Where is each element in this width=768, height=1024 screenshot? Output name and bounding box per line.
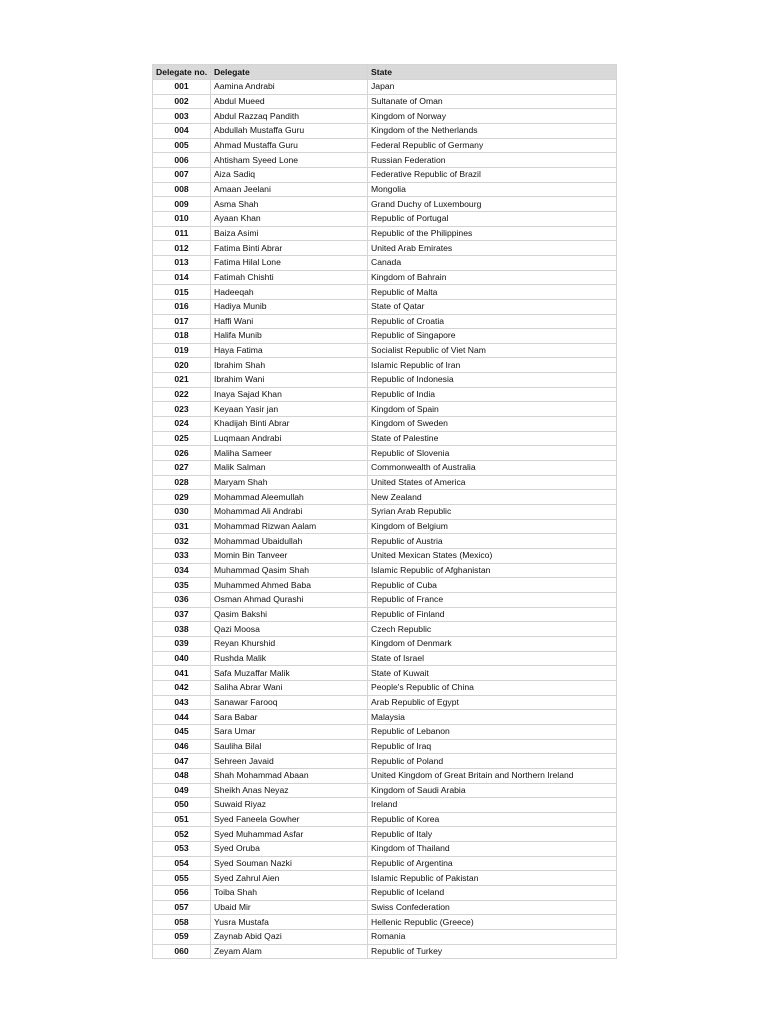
delegate-name-cell: Reyan Khurshid [211, 636, 368, 651]
delegate-name-cell: Safa Muzaffar Malik [211, 666, 368, 681]
state-cell: Romania [368, 930, 617, 945]
state-cell: Russian Federation [368, 153, 617, 168]
delegate-number-cell: 013 [153, 255, 211, 270]
table-row [153, 827, 617, 842]
delegate-number-cell: 010 [153, 211, 211, 226]
table-row [153, 417, 617, 432]
delegate-number-cell: 037 [153, 607, 211, 622]
state-cell: Kingdom of the Netherlands [368, 123, 617, 138]
state-cell: New Zealand [368, 490, 617, 505]
state-cell: United Arab Emirates [368, 241, 617, 256]
delegate-name-cell: Ibrahim Wani [211, 373, 368, 388]
delegate-number-cell: 011 [153, 226, 211, 241]
delegate-number-cell: 060 [153, 944, 211, 959]
delegate-number-cell: 031 [153, 519, 211, 534]
delegate-number-cell: 030 [153, 505, 211, 520]
delegate-number-cell: 055 [153, 871, 211, 886]
table-row [153, 314, 617, 329]
delegate-name-cell: Baiza Asimi [211, 226, 368, 241]
table-row [153, 402, 617, 417]
state-cell: Canada [368, 255, 617, 270]
state-cell: Republic of Malta [368, 285, 617, 300]
state-cell: State of Palestine [368, 431, 617, 446]
state-cell: Kingdom of Norway [368, 109, 617, 124]
state-cell: Kingdom of Thailand [368, 842, 617, 857]
delegate-name-cell: Asma Shah [211, 197, 368, 212]
delegate-name-cell: Fatimah Chishti [211, 270, 368, 285]
table-row [153, 461, 617, 476]
table-row [153, 666, 617, 681]
state-cell: State of Israel [368, 651, 617, 666]
delegate-name-cell: Haya Fatima [211, 343, 368, 358]
table-row [153, 109, 617, 124]
state-cell: Czech Republic [368, 622, 617, 637]
delegate-name-cell: Muhammad Qasim Shah [211, 563, 368, 578]
delegate-name-cell: Sanawar Farooq [211, 695, 368, 710]
state-cell: Islamic Republic of Iran [368, 358, 617, 373]
delegate-name-cell: Saliha Abrar Wani [211, 680, 368, 695]
state-cell: People's Republic of China [368, 680, 617, 695]
table-row [153, 255, 617, 270]
table-row [153, 768, 617, 783]
delegate-name-cell: Yusra Mustafa [211, 915, 368, 930]
delegate-number-cell: 019 [153, 343, 211, 358]
delegate-number-cell: 038 [153, 622, 211, 637]
delegate-name-cell: Mohammad Rizwan Aalam [211, 519, 368, 534]
delegate-number-cell: 035 [153, 578, 211, 593]
delegate-number-cell: 053 [153, 842, 211, 857]
table-row [153, 695, 617, 710]
state-cell: Grand Duchy of Luxembourg [368, 197, 617, 212]
state-cell: Swiss Confederation [368, 900, 617, 915]
table-row [153, 153, 617, 168]
table-row [153, 710, 617, 725]
delegate-name-cell: Toiba Shah [211, 886, 368, 901]
delegate-number-cell: 021 [153, 373, 211, 388]
table-row [153, 871, 617, 886]
delegate-name-cell: Aiza Sadiq [211, 167, 368, 182]
table-row [153, 856, 617, 871]
delegate-number-cell: 028 [153, 475, 211, 490]
delegate-number-cell: 047 [153, 754, 211, 769]
state-cell: United States of America [368, 475, 617, 490]
state-cell: State of Qatar [368, 299, 617, 314]
table-row [153, 886, 617, 901]
state-cell: Republic of Portugal [368, 211, 617, 226]
delegate-table [152, 64, 617, 959]
state-cell: Islamic Republic of Afghanistan [368, 563, 617, 578]
state-cell: Republic of Turkey [368, 944, 617, 959]
delegate-number-cell: 048 [153, 768, 211, 783]
delegate-name-cell: Amaan Jeelani [211, 182, 368, 197]
table-row [153, 519, 617, 534]
delegate-number-cell: 056 [153, 886, 211, 901]
delegate-name-cell: Fatima Hilal Lone [211, 255, 368, 270]
delegate-number-cell: 044 [153, 710, 211, 725]
table-row [153, 842, 617, 857]
state-cell: Hellenic Republic (Greece) [368, 915, 617, 930]
delegate-number-cell: 041 [153, 666, 211, 681]
table-body [153, 80, 617, 959]
delegate-number-cell: 022 [153, 387, 211, 402]
state-cell: Kingdom of Denmark [368, 636, 617, 651]
delegate-number-cell: 026 [153, 446, 211, 461]
state-cell: Republic of France [368, 592, 617, 607]
table-row [153, 358, 617, 373]
table-row [153, 505, 617, 520]
delegate-name-cell: Abdullah Mustaffa Guru [211, 123, 368, 138]
table-row [153, 138, 617, 153]
state-cell: Republic of Lebanon [368, 724, 617, 739]
delegate-number-cell: 042 [153, 680, 211, 695]
delegate-number-cell: 016 [153, 299, 211, 314]
delegate-name-cell: Abdul Mueed [211, 94, 368, 109]
state-cell: Federal Republic of Germany [368, 138, 617, 153]
delegate-name-cell: Shah Mohammad Abaan [211, 768, 368, 783]
state-cell: State of Kuwait [368, 666, 617, 681]
table-row [153, 329, 617, 344]
delegate-name-cell: Ayaan Khan [211, 211, 368, 226]
delegate-number-cell: 018 [153, 329, 211, 344]
delegate-name-cell: Luqmaan Andrabi [211, 431, 368, 446]
table-row [153, 739, 617, 754]
state-cell: Republic of Indonesia [368, 373, 617, 388]
delegate-number-cell: 014 [153, 270, 211, 285]
delegate-name-cell: Maryam Shah [211, 475, 368, 490]
state-cell: Republic of Iceland [368, 886, 617, 901]
state-cell: Republic of Cuba [368, 578, 617, 593]
table-row [153, 622, 617, 637]
table-row [153, 123, 617, 138]
delegate-table-container [152, 64, 616, 959]
delegate-number-cell: 057 [153, 900, 211, 915]
state-cell: Republic of Finland [368, 607, 617, 622]
delegate-number-cell: 017 [153, 314, 211, 329]
state-cell: Islamic Republic of Pakistan [368, 871, 617, 886]
table-row [153, 343, 617, 358]
delegate-number-cell: 024 [153, 417, 211, 432]
table-row [153, 446, 617, 461]
delegate-number-cell: 001 [153, 80, 211, 95]
state-cell: Commonwealth of Australia [368, 461, 617, 476]
table-row [153, 490, 617, 505]
delegate-name-cell: Sara Umar [211, 724, 368, 739]
delegate-name-cell: Sehreen Javaid [211, 754, 368, 769]
header-delegate-no: Delegate no. [153, 65, 211, 80]
state-cell: Malaysia [368, 710, 617, 725]
state-cell: Republic of India [368, 387, 617, 402]
state-cell: Republic of Argentina [368, 856, 617, 871]
delegate-number-cell: 040 [153, 651, 211, 666]
table-row [153, 182, 617, 197]
delegate-number-cell: 054 [153, 856, 211, 871]
state-cell: Republic of the Philippines [368, 226, 617, 241]
state-cell: United Kingdom of Great Britain and Northern Ireland [368, 768, 617, 783]
delegate-name-cell: Malik Salman [211, 461, 368, 476]
delegate-number-cell: 036 [153, 592, 211, 607]
state-cell: Mongolia [368, 182, 617, 197]
delegate-name-cell: Ahmad Mustaffa Guru [211, 138, 368, 153]
delegate-number-cell: 046 [153, 739, 211, 754]
table-row [153, 754, 617, 769]
state-cell: Republic of Austria [368, 534, 617, 549]
delegate-name-cell: Haffi Wani [211, 314, 368, 329]
table-row [153, 226, 617, 241]
state-cell: United Mexican States (Mexico) [368, 549, 617, 564]
table-row [153, 651, 617, 666]
table-header-row [153, 65, 617, 80]
state-cell: Republic of Croatia [368, 314, 617, 329]
state-cell: Republic of Slovenia [368, 446, 617, 461]
state-cell: Federative Republic of Brazil [368, 167, 617, 182]
delegate-name-cell: Syed Faneela Gowher [211, 812, 368, 827]
table-row [153, 475, 617, 490]
delegate-name-cell: Sauliha Bilal [211, 739, 368, 754]
table-row [153, 915, 617, 930]
delegate-number-cell: 004 [153, 123, 211, 138]
delegate-number-cell: 015 [153, 285, 211, 300]
state-cell: Republic of Italy [368, 827, 617, 842]
table-row [153, 167, 617, 182]
table-row [153, 299, 617, 314]
delegate-number-cell: 045 [153, 724, 211, 739]
delegate-number-cell: 002 [153, 94, 211, 109]
table-row [153, 930, 617, 945]
table-row [153, 241, 617, 256]
delegate-number-cell: 009 [153, 197, 211, 212]
delegate-number-cell: 007 [153, 167, 211, 182]
delegate-number-cell: 003 [153, 109, 211, 124]
state-cell: Republic of Poland [368, 754, 617, 769]
delegate-number-cell: 012 [153, 241, 211, 256]
state-cell: Japan [368, 80, 617, 95]
state-cell: Arab Republic of Egypt [368, 695, 617, 710]
state-cell: Republic of Singapore [368, 329, 617, 344]
state-cell: Ireland [368, 798, 617, 813]
table-row [153, 900, 617, 915]
table-row [153, 197, 617, 212]
table-row [153, 373, 617, 388]
table-row [153, 607, 617, 622]
delegate-name-cell: Hadiya Munib [211, 299, 368, 314]
delegate-name-cell: Khadijah Binti Abrar [211, 417, 368, 432]
delegate-name-cell: Halifa Munib [211, 329, 368, 344]
header-state: State [368, 65, 617, 80]
delegate-number-cell: 058 [153, 915, 211, 930]
state-cell: Republic of Iraq [368, 739, 617, 754]
state-cell: Syrian Arab Republic [368, 505, 617, 520]
state-cell: Republic of Korea [368, 812, 617, 827]
delegate-name-cell: Rushda Malik [211, 651, 368, 666]
delegate-number-cell: 005 [153, 138, 211, 153]
table-row [153, 578, 617, 593]
table-row [153, 724, 617, 739]
delegate-number-cell: 025 [153, 431, 211, 446]
delegate-name-cell: Syed Muhammad Asfar [211, 827, 368, 842]
table-row [153, 563, 617, 578]
table-row [153, 94, 617, 109]
delegate-number-cell: 059 [153, 930, 211, 945]
delegate-name-cell: Ubaid Mir [211, 900, 368, 915]
delegate-name-cell: Mohammad Aleemullah [211, 490, 368, 505]
delegate-name-cell: Abdul Razzaq Pandith [211, 109, 368, 124]
table-row [153, 783, 617, 798]
delegate-name-cell: Syed Oruba [211, 842, 368, 857]
delegate-number-cell: 052 [153, 827, 211, 842]
table-row [153, 270, 617, 285]
delegate-name-cell: Zeyam Alam [211, 944, 368, 959]
delegate-name-cell: Fatima Binti Abrar [211, 241, 368, 256]
table-row [153, 431, 617, 446]
delegate-number-cell: 033 [153, 549, 211, 564]
header-delegate: Delegate [211, 65, 368, 80]
delegate-name-cell: Mohammad Ubaidullah [211, 534, 368, 549]
delegate-name-cell: Maliha Sameer [211, 446, 368, 461]
delegate-name-cell: Momin Bin Tanveer [211, 549, 368, 564]
delegate-name-cell: Qazi Moosa [211, 622, 368, 637]
delegate-name-cell: Mohammad Ali Andrabi [211, 505, 368, 520]
delegate-number-cell: 032 [153, 534, 211, 549]
delegate-number-cell: 020 [153, 358, 211, 373]
delegate-number-cell: 043 [153, 695, 211, 710]
delegate-name-cell: Sheikh Anas Neyaz [211, 783, 368, 798]
delegate-name-cell: Syed Zahrul Aien [211, 871, 368, 886]
delegate-name-cell: Muhammed Ahmed Baba [211, 578, 368, 593]
delegate-number-cell: 008 [153, 182, 211, 197]
delegate-number-cell: 049 [153, 783, 211, 798]
delegate-name-cell: Keyaan Yasir jan [211, 402, 368, 417]
delegate-name-cell: Suwaid Riyaz [211, 798, 368, 813]
delegate-number-cell: 051 [153, 812, 211, 827]
delegate-number-cell: 023 [153, 402, 211, 417]
delegate-name-cell: Aamina Andrabi [211, 80, 368, 95]
delegate-name-cell: Ibrahim Shah [211, 358, 368, 373]
delegate-name-cell: Ahtisham Syeed Lone [211, 153, 368, 168]
delegate-name-cell: Inaya Sajad Khan [211, 387, 368, 402]
table-row [153, 798, 617, 813]
delegate-name-cell: Syed Souman Nazki [211, 856, 368, 871]
delegate-number-cell: 039 [153, 636, 211, 651]
table-row [153, 285, 617, 300]
delegate-number-cell: 050 [153, 798, 211, 813]
delegate-name-cell: Hadeeqah [211, 285, 368, 300]
state-cell: Kingdom of Spain [368, 402, 617, 417]
delegate-number-cell: 034 [153, 563, 211, 578]
state-cell: Kingdom of Sweden [368, 417, 617, 432]
table-row [153, 387, 617, 402]
delegate-number-cell: 029 [153, 490, 211, 505]
table-row [153, 636, 617, 651]
table-row [153, 812, 617, 827]
table-row [153, 944, 617, 959]
table-row [153, 211, 617, 226]
delegate-name-cell: Osman Ahmad Qurashi [211, 592, 368, 607]
state-cell: Kingdom of Saudi Arabia [368, 783, 617, 798]
state-cell: Kingdom of Bahrain [368, 270, 617, 285]
table-row [153, 592, 617, 607]
state-cell: Sultanate of Oman [368, 94, 617, 109]
delegate-name-cell: Qasim Bakshi [211, 607, 368, 622]
table-row [153, 534, 617, 549]
table-row [153, 80, 617, 95]
delegate-name-cell: Zaynab Abid Qazi [211, 930, 368, 945]
state-cell: Socialist Republic of Viet Nam [368, 343, 617, 358]
table-row [153, 680, 617, 695]
state-cell: Kingdom of Belgium [368, 519, 617, 534]
delegate-number-cell: 006 [153, 153, 211, 168]
table-row [153, 549, 617, 564]
delegate-number-cell: 027 [153, 461, 211, 476]
delegate-name-cell: Sara Babar [211, 710, 368, 725]
